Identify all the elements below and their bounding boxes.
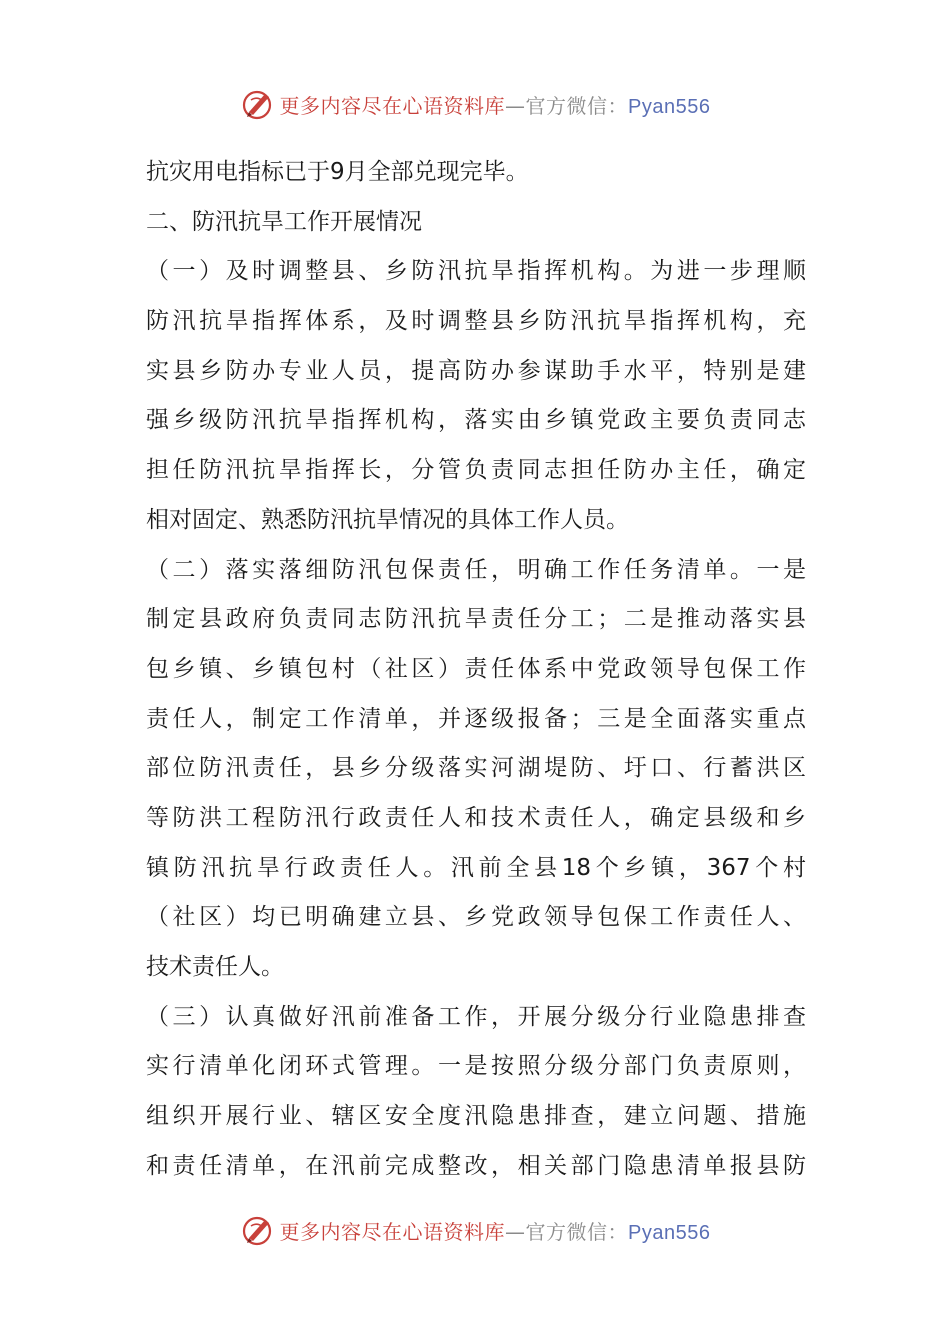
- text-line: （二）落实落细防汛包保责任，明确工作任务清单。一是: [146, 556, 806, 583]
- text-line: 相对固定、熟悉防汛抗旱情况的具体工作人员。: [146, 506, 629, 533]
- footer-banner: [0, 1210, 950, 1250]
- text-line: 部位防汛责任，县乡分级落实河湖堤防、圩口、行蓄洪区: [146, 755, 806, 782]
- text-line: （三）认真做好汛前准备工作，开展分级分行业隐患排查: [146, 1003, 806, 1030]
- text-line: 担任防汛抗旱指挥长，分管负责同志担任防办主任，确定: [146, 457, 806, 484]
- banner-main-text: 更多内容尽在心语资料库: [279, 1219, 506, 1244]
- text-line: 等防洪工程防汛行政责任人和技术责任人，确定县级和乡: [146, 804, 806, 831]
- text-line: 和责任清单，在汛前完成整改，相关部门隐患清单报县防: [146, 1152, 806, 1179]
- text-line: 制定县政府负责同志防汛抗旱责任分工；二是推动落实县: [146, 606, 806, 633]
- text-line: 防汛抗旱指挥体系，及时调整县乡防汛抗旱指挥机构，充: [146, 308, 806, 335]
- banner-text: [280, 1216, 711, 1245]
- document-body: [146, 148, 806, 1191]
- text-line: 包乡镇、乡镇包村（社区）责任体系中党政领导包保工作: [146, 655, 806, 682]
- text-line: 技术责任人。: [146, 954, 284, 980]
- pen-circle-icon: [240, 1212, 276, 1248]
- banner-wechat-id: Pyan556: [628, 1221, 711, 1244]
- banner-label: 官方微信：: [525, 1219, 629, 1244]
- text-line: （一）及时调整县、乡防汛抗旱指挥机构。为进一步理顺: [146, 258, 806, 285]
- text-line: 实行清单化闭环式管理。一是按照分级分部门负责原则，: [146, 1053, 806, 1080]
- banner-label: 官方微信：: [525, 93, 629, 118]
- text-line: （社区）均已明确建立县、乡党政领导包保工作责任人、: [146, 904, 806, 931]
- pen-circle-icon: [240, 86, 276, 122]
- banner-main-text: 更多内容尽在心语资料库: [279, 93, 506, 118]
- banner-dash: —: [505, 1219, 526, 1244]
- text-line: 抗灾用电指标已于9月全部兑现完毕。: [146, 159, 529, 185]
- text-line: 组织开展行业、辖区安全度汛隐患排查，建立问题、措施: [146, 1103, 806, 1130]
- text-line: 责任人，制定工作清单，并逐级报备；三是全面落实重点: [146, 705, 806, 732]
- header-banner: [0, 84, 950, 124]
- text-line: 实县乡防办专业人员，提高防办参谋助手水平，特别是建: [146, 357, 806, 384]
- banner-wechat-id: Pyan556: [628, 95, 711, 118]
- section-heading: 二、防汛抗旱工作开展情况: [146, 208, 422, 235]
- text-line: 强乡级防汛抗旱指挥机构，落实由乡镇党政主要负责同志: [146, 407, 806, 434]
- banner-text: [280, 90, 711, 119]
- banner-dash: —: [505, 93, 526, 118]
- text-line: 镇防汛抗旱行政责任人。汛前全县18个乡镇，367个村: [146, 854, 806, 881]
